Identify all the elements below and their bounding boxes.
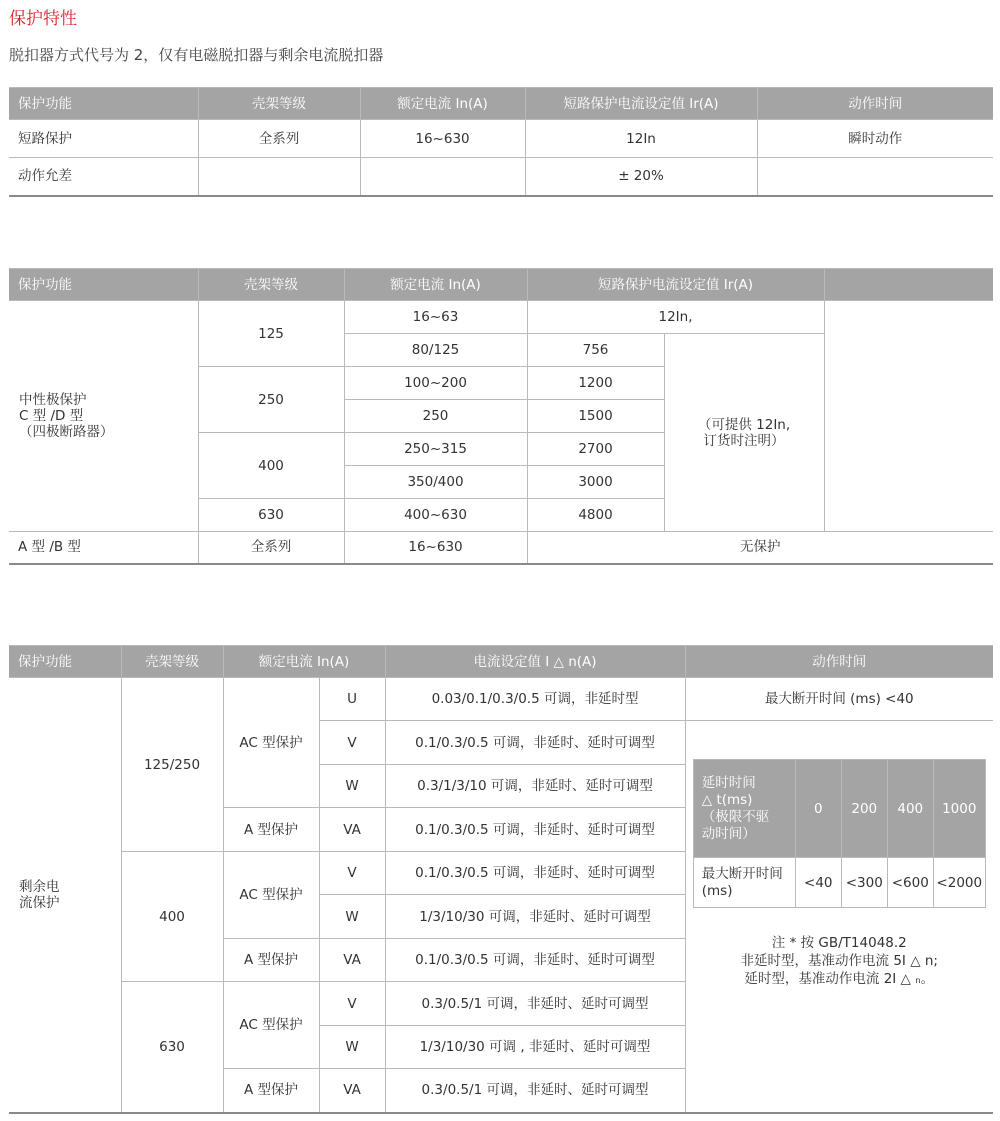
frame-cell: 630 (121, 982, 223, 1113)
header-frame-grade: 壳架等级 (198, 269, 344, 301)
header-rated-current: 额定电流 In(A) (223, 646, 385, 678)
setting-cell: 1/3/10/30 可调，非延时、延时可调型 (385, 895, 685, 939)
code-cell: VA (319, 1069, 385, 1113)
current-cell: 80/125 (344, 334, 527, 367)
delay-header-value: 200 (841, 760, 887, 858)
setting-cell: 0.03/0.1/0.3/0.5 可调，非延时型 (385, 678, 685, 721)
current-cell: 400~630 (344, 499, 527, 532)
setting-cell: 0.1/0.3/0.5 可调，非延时、延时可调型 (385, 939, 685, 982)
header-short-circuit-setting: 短路保护电流设定值 Ir(A) (527, 269, 824, 301)
delay-row-value: <600 (887, 858, 933, 908)
current-cell: 16~63 (344, 301, 527, 334)
blank-cell (824, 301, 993, 532)
header-rated-current: 额定电流 In(A) (344, 269, 527, 301)
delay-row-value: <300 (841, 858, 887, 908)
delay-row-value: <40 (795, 858, 841, 908)
cell: 全系列 (198, 120, 360, 158)
delay-header-value: 0 (795, 760, 841, 858)
delay-header-label: 延时时间 △ t(ms) （极限不驱 动时间） (693, 760, 795, 858)
delay-header-value: 400 (887, 760, 933, 858)
residual-current-table (9, 645, 993, 1114)
table-row (9, 158, 993, 196)
residual-function-label: 剩余电 流保护 (9, 678, 121, 1113)
delay-row-label: 最大断开时间 (ms) (693, 858, 795, 908)
header-rated-current: 额定电流 In(A) (360, 88, 525, 120)
code-cell: W (319, 895, 385, 939)
header-residual-setting: 电流设定值 I △ n(A) (385, 646, 685, 678)
type-cell: A 型保护 (223, 939, 319, 982)
cell: 短路保护 (9, 120, 198, 158)
type-cell: A 型保护 (223, 1069, 319, 1113)
header-blank (824, 269, 993, 301)
header-action-time: 动作时间 (757, 88, 993, 120)
frame-cell: 400 (198, 433, 344, 499)
type-cell: AC 型保护 (223, 982, 319, 1069)
frame-cell: 125/250 (121, 678, 223, 852)
cell: 12In (525, 120, 757, 158)
setting-cell: 2700 (527, 433, 664, 466)
setting-cell: 1/3/10/30 可调 , 非延时、延时可调型 (385, 1026, 685, 1069)
cell: 瞬时动作 (757, 120, 993, 158)
header-action-time: 动作时间 (685, 646, 993, 678)
header-protection-function: 保护功能 (9, 269, 198, 301)
header-frame-grade: 壳架等级 (198, 88, 360, 120)
header-short-circuit-setting: 短路保护电流设定值 Ir(A) (525, 88, 757, 120)
short-circuit-table (9, 87, 993, 197)
setting-cell: 3000 (527, 466, 664, 499)
setting-cell: 0.1/0.3/0.5 可调，非延时、延时可调型 (385, 852, 685, 895)
header-protection-function: 保护功能 (9, 646, 121, 678)
frame-cell: 250 (198, 367, 344, 433)
table-row (9, 532, 993, 564)
page-subtitle: 脱扣器方式代号为 2，仅有电磁脱扣器与剩余电流脱扣器 (9, 46, 384, 64)
code-cell: V (319, 721, 385, 765)
cell: 动作允差 (9, 158, 198, 196)
setting-cell: 12In, (527, 301, 824, 334)
current-cell: 350/400 (344, 466, 527, 499)
setting-cell: 756 (527, 334, 664, 367)
frame-cell: 400 (121, 852, 223, 982)
delay-time-panel (685, 721, 993, 1113)
side-note-cell: （可提供 12In, 订货时注明） (664, 334, 824, 532)
code-cell: V (319, 982, 385, 1026)
delay-row-value: <2000 (933, 858, 985, 908)
header-frame-grade: 壳架等级 (121, 646, 223, 678)
standard-note: 注 * 按 GB/T14048.2 非延时型，基准动作电流 5I △ n; 延时型，基准动作电流 2I △ ₙ。 (740, 935, 938, 987)
code-cell: VA (319, 939, 385, 982)
current-cell: 250 (344, 400, 527, 433)
setting-cell: 1500 (527, 400, 664, 433)
code-cell: U (319, 678, 385, 721)
frame-cell: 125 (198, 301, 344, 367)
code-cell: W (319, 765, 385, 808)
type-cell: AC 型保护 (223, 852, 319, 939)
setting-cell: 0.3/1/3/10 可调，非延时、延时可调型 (385, 765, 685, 808)
page-title: 保护特性 (9, 9, 77, 29)
code-cell: VA (319, 808, 385, 852)
type-cell: AC 型保护 (223, 678, 319, 808)
cell: 16~630 (344, 532, 527, 564)
neutral-pole-label: 中性极保护 C 型 /D 型 （四极断路器） (9, 301, 198, 532)
frame-cell: 630 (198, 499, 344, 532)
cell (198, 158, 360, 196)
header-protection-function: 保护功能 (9, 88, 198, 120)
current-cell: 250~315 (344, 433, 527, 466)
first-action-cell: 最大断开时间 (ms) <40 (685, 678, 993, 721)
cell: 全系列 (198, 532, 344, 564)
cell: ± 20% (525, 158, 757, 196)
code-cell: V (319, 852, 385, 895)
neutral-protection-table (9, 268, 993, 565)
cell (757, 158, 993, 196)
type-cell: A 型保护 (223, 808, 319, 852)
current-cell: 100~200 (344, 367, 527, 400)
table-row (9, 120, 993, 158)
setting-cell: 0.1/0.3/0.5 可调，非延时、延时可调型 (385, 721, 685, 765)
delay-time-table (693, 759, 986, 908)
cell (360, 158, 525, 196)
cell: 无保护 (527, 532, 993, 564)
setting-cell: 0.1/0.3/0.5 可调，非延时、延时可调型 (385, 808, 685, 852)
setting-cell: 0.3/0.5/1 可调，非延时、延时可调型 (385, 982, 685, 1026)
cell: A 型 /B 型 (9, 532, 198, 564)
code-cell: W (319, 1026, 385, 1069)
setting-cell: 1200 (527, 367, 664, 400)
delay-header-value: 1000 (933, 760, 985, 858)
setting-cell: 0.3/0.5/1 可调，非延时、延时可调型 (385, 1069, 685, 1113)
cell: 16~630 (360, 120, 525, 158)
setting-cell: 4800 (527, 499, 664, 532)
